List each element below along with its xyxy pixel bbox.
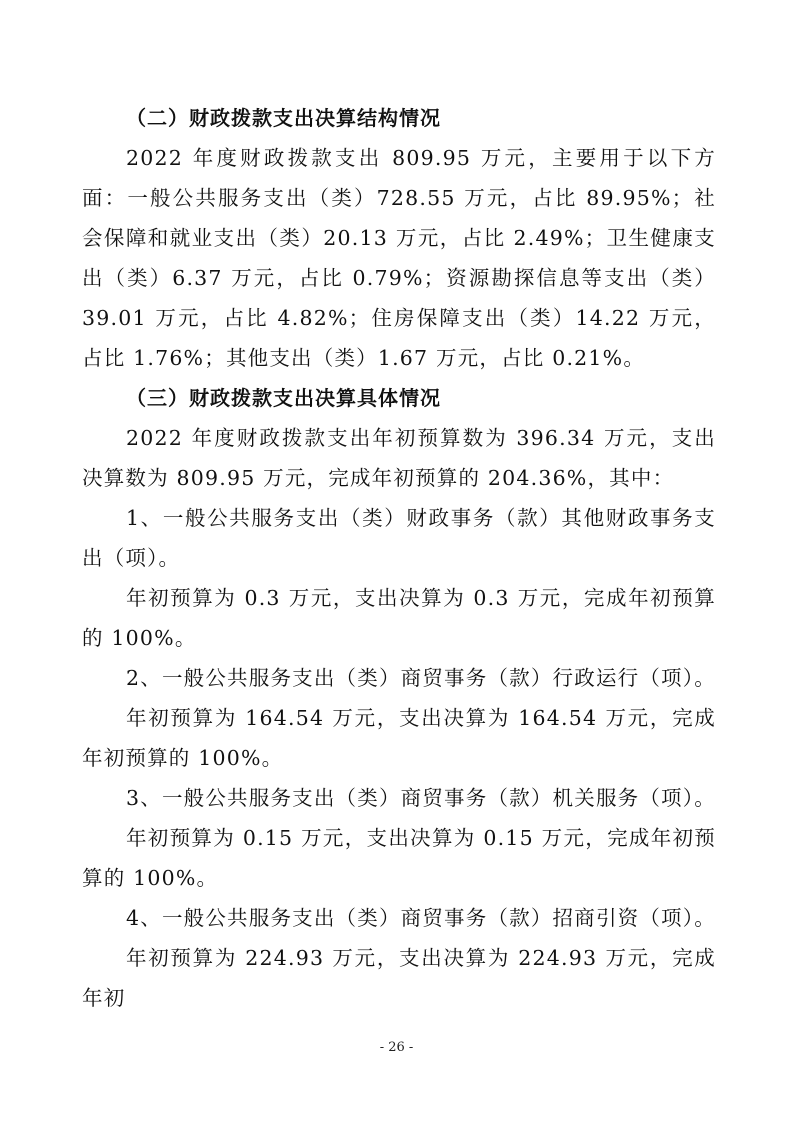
item-2-budget: 年初预算为 164.54 万元，支出决算为 164.54 万元，完成年初预算的 100%。: [82, 706, 716, 770]
item-2-title: 2、一般公共服务支出（类）商贸事务（款）行政运行（项）。: [126, 666, 716, 690]
item-4-title: 4、一般公共服务支出（类）商贸事务（款）招商引资（项）。: [126, 906, 716, 930]
structure-paragraph: 2022 年度财政拨款支出 809.95 万元，主要用于以下方面：一般公共服务支出（类）728.55 万元，占比 89.95%；社会保障和就业支出（类）20.13 万元，占比 2.49%；卫生健康支出（类）6.37 万元，占比 0.79%；资源勘探信息等支出（类）39.01 万元，占比 4.82%；住房保障支出（类）14.22 万元，占比 1.76%；其他支出（类）1.67 万元，占比 0.21%。: [82, 146, 716, 370]
item-3-title: 3、一般公共服务支出（类）商贸事务（款）机关服务（项）。: [126, 786, 716, 810]
item-4-budget: 年初预算为 224.93 万元，支出决算为 224.93 万元，完成年初: [82, 946, 716, 1010]
item-1-title: 1、一般公共服务支出（类）财政事务（款）其他财政事务支出（项）。: [82, 506, 716, 570]
document-body: [82, 98, 716, 1018]
section-heading-structure: （二）财政拨款支出决算结构情况: [126, 106, 441, 130]
section-heading-details: （三）财政拨款支出决算具体情况: [126, 386, 441, 410]
item-3-budget: 年初预算为 0.15 万元，支出决算为 0.15 万元，完成年初预算的 100%。: [82, 826, 716, 890]
details-intro-paragraph: 2022 年度财政拨款支出年初预算数为 396.34 万元，支出决算数为 809.95 万元，完成年初预算的 204.36%，其中：: [82, 426, 716, 490]
item-1-budget: 年初预算为 0.3 万元，支出决算为 0.3 万元，完成年初预算的 100%。: [82, 586, 716, 650]
page-number: - 26 -: [379, 1040, 414, 1055]
